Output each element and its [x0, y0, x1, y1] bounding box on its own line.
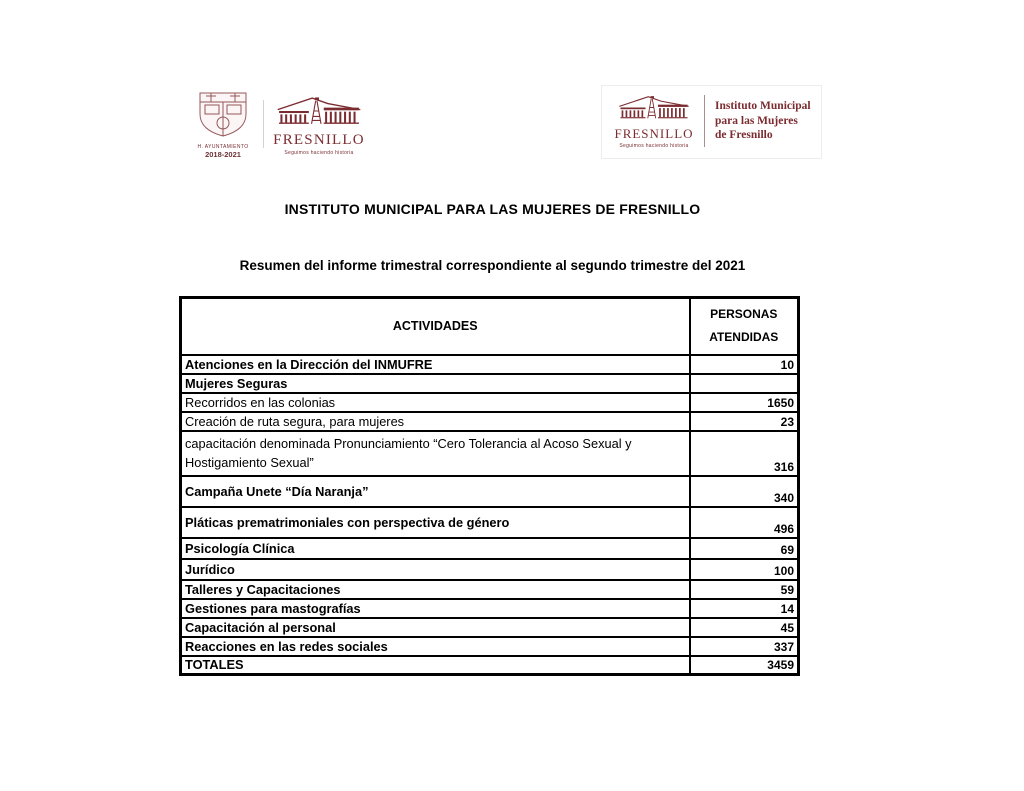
- logo-divider: [263, 100, 264, 148]
- column-header-personas-atendidas: PERSONAS ATENDIDAS: [690, 298, 799, 355]
- ayuntamiento-crest-icon: [196, 90, 250, 138]
- institute-name-line: Instituto Municipal: [715, 99, 811, 112]
- institute-name: [715, 99, 811, 144]
- value-cell: 3459: [690, 656, 799, 675]
- value-cell: 10: [690, 355, 799, 374]
- table-row: [181, 637, 799, 656]
- activity-cell: Recorridos en las colonias: [181, 393, 690, 412]
- crest-years: 2018-2021: [205, 150, 241, 159]
- institute-name-line: para las Mujeres: [715, 114, 798, 127]
- value-cell: 316: [690, 431, 799, 476]
- right-header-logo: [601, 85, 822, 159]
- logo-divider: [704, 95, 705, 147]
- table-row: [181, 355, 799, 374]
- table-row: [181, 476, 799, 507]
- table-row: [181, 599, 799, 618]
- value-cell: 496: [690, 507, 799, 538]
- page-subtitle: Resumen del informe trimestral correspondiente al segundo trimestre del 2021: [239, 258, 746, 273]
- activity-cell: Campaña Unete “Día Naranja”: [181, 476, 690, 507]
- fresnillo-logo-small: [614, 93, 694, 149]
- activity-cell: Talleres y Capacitaciones: [181, 580, 690, 599]
- fresnillo-building-icon: [617, 95, 691, 120]
- value-cell: 100: [690, 559, 799, 580]
- table-row: [181, 393, 799, 412]
- value-cell: 23: [690, 412, 799, 431]
- value-cell: 69: [690, 538, 799, 559]
- activity-cell: capacitación denominada Pronunciamiento “Cero Tolerancia al Acoso Sexual y Hostigamiento Sexual”: [181, 431, 690, 476]
- crest-caption: H. AYUNTAMIENTO: [197, 144, 249, 150]
- activity-cell: Jurídico: [181, 559, 690, 580]
- activity-cell: Reacciones en las redes sociales: [181, 637, 690, 656]
- report-table: [179, 296, 800, 676]
- table-row: [181, 559, 799, 580]
- value-cell: 340: [690, 476, 799, 507]
- table-row: [181, 618, 799, 637]
- value-cell: 1650: [690, 393, 799, 412]
- table-row: [181, 507, 799, 538]
- activity-cell: Capacitación al personal: [181, 618, 690, 637]
- activity-cell: Pláticas prematrimoniales con perspectiva de género: [181, 507, 690, 538]
- ayuntamiento-crest: [192, 90, 254, 159]
- table-row: [181, 412, 799, 431]
- table-header-row: [181, 298, 799, 355]
- value-cell: 14: [690, 599, 799, 618]
- page-title: INSTITUTO MUNICIPAL PARA LAS MUJERES DE FRESNILLO: [284, 201, 701, 217]
- value-cell: 337: [690, 637, 799, 656]
- value-cell: [690, 374, 799, 393]
- fresnillo-building-icon: [275, 96, 363, 126]
- table-body: [181, 355, 799, 675]
- activity-cell: Mujeres Seguras: [181, 374, 690, 393]
- table-row: [181, 580, 799, 599]
- activity-cell: Creación de ruta segura, para mujeres: [181, 412, 690, 431]
- left-header-logo: [192, 90, 365, 159]
- fresnillo-tagline: Seguimos haciendo historia: [284, 150, 354, 156]
- table-row: [181, 374, 799, 393]
- activity-cell: TOTALES: [181, 656, 690, 675]
- table-row: [181, 431, 799, 476]
- column-header-actividades: ACTIVIDADES: [181, 298, 690, 355]
- fresnillo-brand-text: FRESNILLO: [273, 132, 365, 148]
- fresnillo-brand-text: FRESNILLO: [614, 126, 694, 141]
- activity-cell: Gestiones para mastografías: [181, 599, 690, 618]
- activity-cell: Psicología Clínica: [181, 538, 690, 559]
- value-cell: 45: [690, 618, 799, 637]
- activity-cell: Atenciones en la Dirección del INMUFRE: [181, 355, 690, 374]
- table-row: [181, 538, 799, 559]
- table-total-row: [181, 656, 799, 675]
- fresnillo-tagline: Seguimos haciendo historia: [619, 143, 689, 149]
- institute-name-line: de Fresnillo: [715, 129, 773, 142]
- fresnillo-logo: [273, 90, 365, 156]
- value-cell: 59: [690, 580, 799, 599]
